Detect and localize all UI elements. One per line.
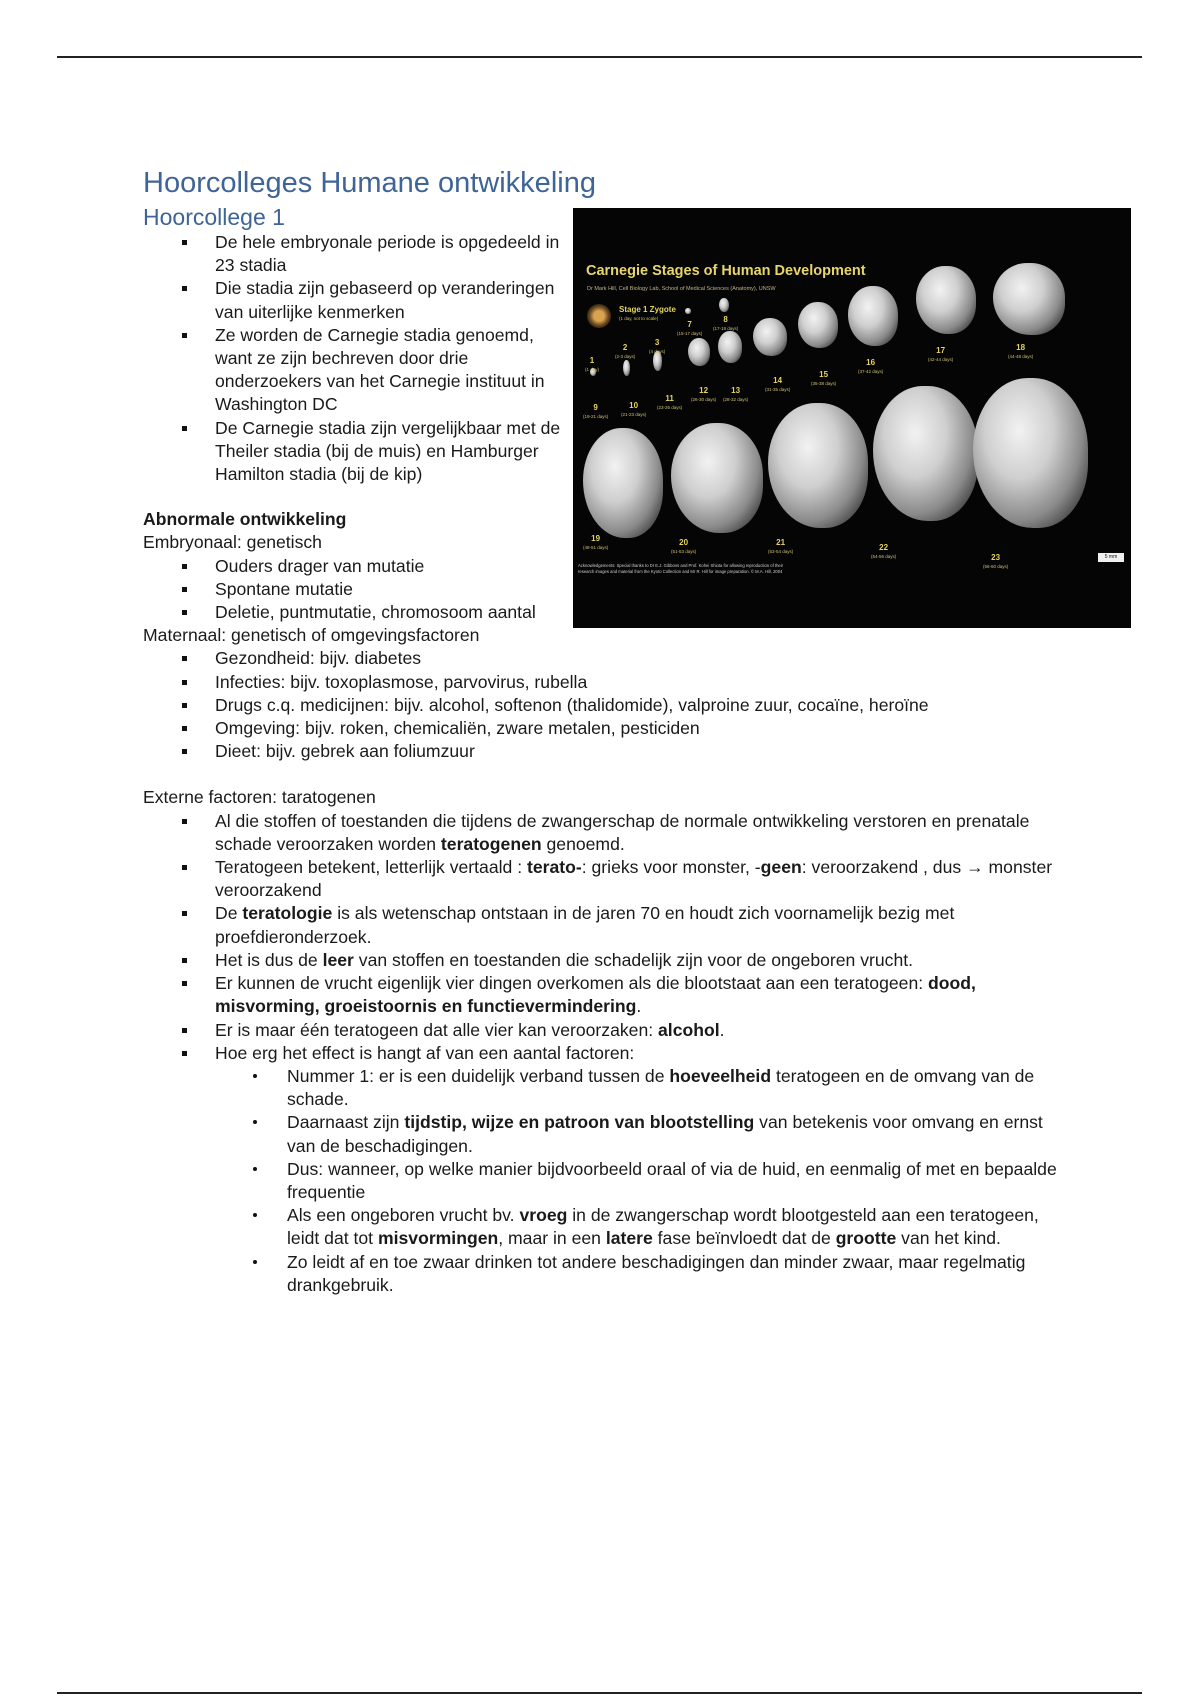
list-item: De Carnegie stadia zijn vergelijkbaar met de Theiler stadia (bij de muis) en Hamburger Hamilton stadia (bij de kip): [143, 417, 568, 487]
stage-label: 3 (4 days): [649, 338, 666, 354]
list-item: Er kunnen de vrucht eigenlijk vier dingen overkomen als die blootstaat aan een teratogeen: dood, misvorming, groeistoornis en functievermindering.: [143, 972, 1063, 1018]
stage-label: 11 (23-26 days): [657, 394, 683, 410]
list-item: Deletie, puntmutatie, chromosoom aantal: [143, 601, 1063, 624]
list-item: Daarnaast zijn tijdstip, wijze en patroon van blootstelling van betekenis voor omvang en ernst van de beschadigingen.: [143, 1111, 1063, 1157]
list-item: Ze worden de Carnegie stadia genoemd, want ze zijn bechreven door drie onderzoekers van het Carnegie instituut in Washington DC: [143, 324, 568, 417]
section-subtitle: Hoorcollege 1: [143, 204, 285, 230]
stage-label: 20 (51-53 days): [671, 538, 697, 554]
list-item: Dus: wanneer, op welke manier bijdvoorbeeld oraal of via de huid, en eenmalig of met en bepaalde frequentie: [143, 1158, 1063, 1204]
list-item: Die stadia zijn gebaseerd op veranderingen van uiterlijke kenmerken: [143, 277, 568, 323]
list-item: Als een ongeboren vrucht bv. vroeg in de zwangerschap wordt blootgesteld aan een teratogeen, leidt dat tot misvormingen, maar in een latere fase beïnvloedt dat de grootte van het kind.: [143, 1204, 1063, 1250]
stage-label: 12 (26-30 days): [691, 386, 717, 402]
stage-label: 8 (17-19 days): [713, 315, 739, 331]
stage-label: 17 (42-44 days): [928, 346, 954, 362]
stage-label: 22 (54-56 days): [871, 543, 897, 559]
stage-label: 23 (56-60 days): [983, 553, 1009, 569]
list-item: Ouders drager van mutatie: [143, 555, 1063, 578]
embryonal-list: [143, 555, 1063, 625]
header-rule: [57, 56, 1142, 58]
figure-subtitle: Dr Mark Hill, Cell Biology Lab, School of Medical Sciences (Anatomy), UNSW: [587, 286, 776, 292]
list-item: Gezondheid: bijv. diabetes: [143, 647, 1063, 670]
document-body: [143, 166, 1063, 1297]
maternal-list: [143, 647, 1063, 763]
figure-title: Carnegie Stages of Human Development: [586, 263, 866, 279]
stage-label: 1 (1 day): [585, 356, 600, 372]
stage-label: 2 (2-3 days): [615, 343, 636, 359]
stage-label: 9 (19-21 days): [583, 403, 609, 419]
list-item: Zo leidt af en toe zwaar drinken tot andere beschadigingen dan minder zwaar, maar regelmatig drankgebruik.: [143, 1251, 1063, 1297]
intro-list: [143, 231, 568, 486]
figure-credits: Acknowledgements: Special thanks to Dr E.J. Gibbons and Prof. Kohei Shiota for allowing reproduction of their research images and material from the Kyoto Collection and Mr R. Hill for image preparation. © M.A. Hill, 2004: [578, 563, 784, 574]
stage-label: 7 (15-17 days): [677, 320, 703, 336]
external-label: Externe factoren: taratogenen: [143, 787, 376, 808]
stage-label: 15 (35-38 days): [811, 370, 837, 386]
list-item: Drugs c.q. medicijnen: bijv. alcohol, softenon (thalidomide), valproine zuur, cocaïne, heroïne: [143, 694, 1063, 717]
list-item: Het is dus de leer van stoffen en toestanden die schadelijk zijn voor de ongeboren vrucht.: [143, 949, 1063, 972]
stage-1-zygote-label: Stage 1 Zygote (1 day, not to scale): [619, 305, 676, 321]
stage-label: 19 (48-51 days): [583, 534, 609, 550]
stage-label: 14 (31-35 days): [765, 376, 791, 392]
list-item: Nummer 1: er is een duidelijk verband tussen de hoeveelheid teratogeen en de omvang van de schade.: [143, 1065, 1063, 1111]
page-title: Hoorcolleges Humane ontwikkeling: [143, 167, 596, 199]
list-item: Spontane mutatie: [143, 578, 1063, 601]
stage-label: 21 (53-54 days): [768, 538, 794, 554]
scale-bar: 5 mm: [1098, 553, 1124, 562]
list-item: Teratogeen betekent, letterlijk vertaald : terato-: grieks voor monster, -geen: veroorzakend , dus → monster veroorzakend: [143, 856, 1063, 902]
embryonal-label: Embryonaal: genetisch: [143, 532, 322, 553]
list-item: Omgeving: bijv. roken, chemicaliën, zware metalen, pesticiden: [143, 717, 1063, 740]
footer-rule: [57, 1692, 1142, 1694]
list-item: Er is maar één teratogeen dat alle vier kan veroorzaken: alcohol.: [143, 1019, 1063, 1042]
list-item: Hoe erg het effect is hangt af van een aantal factoren:: [143, 1042, 1063, 1065]
stage-label: 10 (21-23 days): [621, 401, 647, 417]
list-item: Al die stoffen of toestanden die tijdens de zwangerschap de normale ontwikkeling verstoren en prenatale schade veroorzaken worden teratogenen genoemd.: [143, 810, 1063, 856]
factors-sublist: [143, 1065, 1063, 1297]
stage-label: 18 (44-48 days): [1008, 343, 1034, 359]
external-list: [143, 810, 1063, 1065]
list-item: De teratologie is als wetenschap ontstaan in de jaren 70 en houdt zich voornamelijk bezig met proefdieronderzoek.: [143, 902, 1063, 948]
stage-label: 16 (37-42 days): [858, 358, 884, 374]
stage-label: 13 (28-32 days): [723, 386, 749, 402]
list-item: Infecties: bijv. toxoplasmose, parvovirus, rubella: [143, 671, 1063, 694]
maternal-label: Maternaal: genetisch of omgevingsfactoren: [143, 625, 480, 646]
list-item: Dieet: bijv. gebrek aan foliumzuur: [143, 740, 1063, 763]
abnormal-heading: Abnormale ontwikkeling: [143, 509, 347, 530]
list-item: De hele embryonale periode is opgedeeld in 23 stadia: [143, 231, 568, 277]
